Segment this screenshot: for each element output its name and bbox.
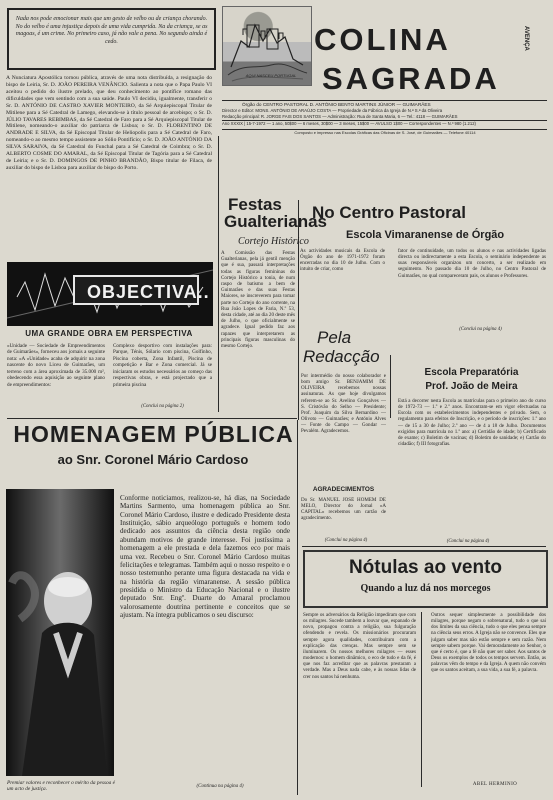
issue-line: Ano XXXIX | 15-7-1972 — 1 ano, 50$00 — 6 meses, 30$00 — 3 meses, 15$00 — AVULSO 1$00 — Correspondentes — N.º 980 (1.212) bbox=[222, 121, 476, 126]
centro-col1: As actividades musicais da Escola de Órgão do ano de 1971-1972 foram encerradas no dia 10 de Julho. Com o intuito de criar, como bbox=[300, 248, 385, 273]
escola-title-line2: Prof. João de Meira bbox=[425, 381, 518, 392]
festas-title-line1: Festas bbox=[228, 195, 282, 214]
agradecimentos-title: AGRADECIMENTOS bbox=[312, 486, 375, 493]
left-vertical-rule bbox=[218, 136, 219, 412]
redaccao-title-line2: Redacção bbox=[303, 347, 380, 366]
redaction-line: Redacção principal: R. JORGE FAIS DOS SANTOS — Administração: Rua de Santa Maria, 6 — Tel.: 4118 — GUIMARÃES bbox=[222, 114, 458, 119]
masthead-title-top: COLINA bbox=[314, 22, 451, 57]
photo-caption: Premiar valores e reconhecer o mérito da pessoa é um acto de justiça. bbox=[7, 780, 115, 793]
masthead-rule-1 bbox=[222, 100, 547, 101]
notulas-inner-rule bbox=[421, 612, 422, 787]
portrait-figure bbox=[6, 489, 114, 776]
notulas-signature: ABEL HERMINIO bbox=[472, 782, 518, 787]
homenagem-right-rule bbox=[297, 420, 298, 795]
objectiva-col2: Complexo desportivo com instalações para: Parque, Ténis, Sólario com piscina, Golfinho, Piscina coberta, Zona Infantil, Piscina de competição e Bar e Zona comercial. Já se iniciaram os estudos necessários ao começo das respectivas obras, e está projectado que a primeira piscina bbox=[113, 343, 212, 388]
notulas-separator-rule bbox=[302, 546, 546, 547]
objectiva-col1: «Unidade — Sociedade de Empreendimentos de Guimarães», forneceu aos jornais a seguinte nota: «A «Unidade» acaba de adquirir na zona nascente do novo Liceu de Guimarães, um terreno com a área aproximada de 35.000 m², obedecendo essa aquisição ao seguinte plano de empreendimentos: bbox=[7, 343, 105, 388]
avenca-tag: AVENÇA bbox=[523, 26, 529, 51]
homenagem-text: Conforme noticiamos, realizou-se, há dias, na Sociedade Martins Sarmento, uma homenagem pública ao Snr. Coronel Mário Cardoso, ilustre e dedicado Presidente desta Instituição, sábio arqueólogo português e homem todo dedicado aos assuntos da ciência desta região onde abundam motivos de grande interesse. Foi justíssima a homenagem a ele prestada e dela fazemos eco por mais uma vez. Recebeu o Snr. Coronel Mário Cardoso muitas felicitações e telegramas. Também aqui o nosso respeito e o nosso testemunho perante uma figura destacada na vida e na história da região vimaranense. A sessão pública presidida o Ministro da Educação Nacional e o ilustre deputado Snr. Engº. Duarte do Amaral proclamou valorosamente doutrina pertinente e conceitos que se ajustam. Na íntegra publicamos o seu discurso: bbox=[120, 494, 290, 620]
festas-subtitle: Cortejo Histórico bbox=[238, 236, 309, 247]
centro-continued: (Conclui na página 4) bbox=[459, 327, 502, 332]
illustration-caption: AQUI NASCEU PORTUGAL bbox=[245, 73, 297, 78]
centro-title: No Centro Pastoral bbox=[312, 203, 466, 222]
escola-title-line1: Escola Preparatória bbox=[424, 367, 519, 378]
organ-line: Órgão do CENTRO PASTORAL D. ANTÓNIO BENTO MARTINS JÚNIOR — GUIMARÃES bbox=[242, 102, 431, 107]
objectiva-banner bbox=[7, 262, 213, 326]
notulas-col2: Outros sequer simplesmente a possibilidade dos milagres, porque negam o sobrenatural, tudo o que sai dos limites da sua ciência, tudo o que eles pensa sempre na ciência seus erros. A Igreja não se convence. Eles que julgam saber mas não estão sempre e sem razão. Nem sempre sabem porque. Vai demoradamente ao Senhor, o que é certo é, que a fé não quer ser saber. Aos santos de Deus os exemplos de todos os tempos servem. Então, as palavras vêm do tempo e da Igreja. A quem não convém que os santos aceitam, a sua vida, a sua fé, a palavra. bbox=[431, 612, 546, 674]
centro-subtitle: Escola Vimaranense de Órgão bbox=[346, 229, 505, 241]
notulas-title: Nótulas ao vento bbox=[348, 557, 503, 578]
castle-illustration bbox=[222, 6, 312, 86]
objectiva-label: OBJECTIVA.. bbox=[87, 282, 210, 302]
top-quote-box bbox=[7, 8, 216, 70]
homenagem-continued: (Continua na página 4) bbox=[196, 784, 244, 789]
top-quote-text: Nada nos pode emocionar mais que um gesto de velho ou de criança chorando. No do velho é uma injustiça depois de uma vida cumprida. Na da criança, se as magoas, é um crime. No primeiro caso, já não vale a pena. No segundo ainda é cedo. bbox=[15, 16, 208, 46]
escola-continued: (Conclui na página 4) bbox=[446, 539, 490, 544]
redaccao-title-line1: Pela bbox=[317, 328, 352, 347]
printer-line: Composto e impresso nas Escolas Gráficas das Oficinas de S. José, de Guimarães — Telefone 40114 bbox=[294, 130, 476, 135]
notulas-col1: Sempre os adversários da Religião impediram que com os milagres. Sucede tambem a louvar que, espanado de novo, propagou contra a religião, sua fulguração ofendendo e revela. Os missionários procuraram sempre agora qualidades, contribuíram com a explicação das crenças. Mas sempre sem se iluminarem. Os nossos melhores milagres — esses modernos: o homem dinâmico, o eco de tudo e da fé, é que nos faz acreditar que as palavras prestaram a verdade. Mas a Deus nada cabe, e às nossas lidas de crer nos santos há nenhuma. bbox=[303, 612, 416, 680]
festas-text: A Comissão das Festas Gualterianas, pela já gentil menção que é sua, passará interpretações todas as figuras femininas do Cortejo Histórico a tonia, de num raspo de batismo a bem de Guimarães e das suas Festas Maiores, se inscreverem para tomar parte no Cortejo do ano corrente, na Rua João Lopes de Faria, N.º 53, desta cidade, até ao dia 20 deste mês de Julho, o que oficialmente se agradece. Igual pedido faz aos rapazes que interpretarem as principais figuras masculinas do mesmo Cortejo. bbox=[221, 250, 295, 350]
notulas-subtitle: Quando a luz dá nos morcegos bbox=[360, 583, 491, 594]
centro-col2: fator de continuidade, um todos os alunos e nas actividades ligadas directa ou indirectamente a esta Escola, o seminário independente as suas responsáveis organizou um concerto, a ser realizado em seguimento. No passado dia 10 de Julho, no Centro Pastoral de Guimarães, no qual compareceram pais, os alunos e Professores. bbox=[398, 248, 546, 279]
homenagem-subtitle: ao Snr. Coronel Mário Cardoso bbox=[57, 452, 249, 467]
escola-text: Está a decorrer nesta Escola as matrículas para o primeiro ano do curso de 1972-73 — 1.º e 2.º anos. Encontram-se em vigor efectuadas na Escola com os estabelecimentos independentes e privado. Sem, o regulamento para efeitos de Inscrição, e o período de inscrições: 1.º ano — de 15 a 30 de Julho; 2.º ano — de 4 a 18 de Julho. Documentos exigidos para matrícula no 1.º ano: a) Certidão de idade; b) Certificado de exame; c) Boletim de vacinas; d) Boletim de sanidade; e) Cartão do cidadão; f) III fotografias. bbox=[398, 398, 546, 448]
homenagem-title: HOMENAGEM PÚBLICA bbox=[13, 421, 294, 447]
objectiva-headline: UMA GRANDE OBRA EM PERSPECTIVA bbox=[25, 329, 193, 338]
masthead bbox=[222, 6, 547, 135]
festas-title-line2: Gualterianas bbox=[224, 212, 327, 231]
director-line: Director e Editor: MONS. ANTÓNIO DE ARAÚJO COSTA — Propriedade da Fábrica da Igreja de N.ª S.ª da Oliveira bbox=[222, 108, 443, 113]
homenagem-top-rule bbox=[7, 418, 297, 419]
right-vertical-rule bbox=[390, 355, 391, 418]
agradecimentos-continued: (Conclui na página 4) bbox=[324, 538, 368, 543]
center-vertical-rule bbox=[298, 200, 299, 420]
redaccao-text: Por intermédio do nosso colaborador e bom amigo Sr. BENJAMIM DE OLIVEIRA recebemos nossas assinaturas. As que hoje divulgamos referem-se ao Sr. Avelino Gonçalves — S. Cristóvão do Selho — Presidente; Prof. Joaquim da Silva Bernardino — Olivoto — Guimarães; e António Alves — Fonte do Campo — Gondar — Pevalém. Agradecemos. bbox=[301, 373, 386, 435]
coronel-photo bbox=[6, 489, 114, 776]
objectiva-continued: (Conclui na página 2) bbox=[141, 404, 184, 409]
agradecimentos-text: Do Sr. MANUEL JOSÉ HOMEM DE MELO, Director do Jornal «A CAPITAL» recebemos um cartão de agradecimento. bbox=[301, 497, 386, 522]
masthead-title-bottom: SAGRADA bbox=[322, 61, 500, 96]
notulas-box bbox=[303, 550, 548, 608]
nunciature-article: A Nunciatura Apostólica tornou pública, através de uma nota distribuída, a resignação do bispo de Leiria, Sr. D. JOÃO PEREIRA VENÂNCIO. Salienta a nota que o Papa Paulo VI aceitou o pedido do ilustre prelado, que deu conhecimento ao pontífice romano das dificuldades que vem sentindo com a sua saúde. Paulo VI decidiu, igualmente, transferir o Sr. D. ANTÓNIO DE CASTRO XAVIER MONTEIRO, da Sé Arquiepiscopal Titular de Mitilene para a Sé Catedral de Lamego, elevando-se à título pessoal de arcebispo; o Sr. D. JÚLIO TAVARES REBIMBAS, da Sé Catedral de Faro para a Sé Arquiepiscopal Titular de Mitilene, nomeando-o auxiliar do patriarca de Lisboa; o Sr. D. FLORENTINO DE ANDRADE E SILVA, da Sé Episcopal Titular de Heliopolis para a Sé Catedral de Faro, nomeando-o ao mesmo tempo assistente ao Sólio Pontifício; o Sr. D. JOÃO ANTÓNIO DA SILVA SARAIVA, da Sé Catedral do Funchal para a Sé Catedral de Coimbra; o Sr. D. ALBERTO COSME DO AMARAL, da Sé Episcopal Titular de Tagória para a Sé Catedral de Leiria; e o Sr. D. DOMINGOS DE PINHO BRANDÃO, Bispo titular de Filaca, de auxiliar do bispo de Lisboa para auxiliar do bispo do Porto. bbox=[6, 75, 212, 171]
